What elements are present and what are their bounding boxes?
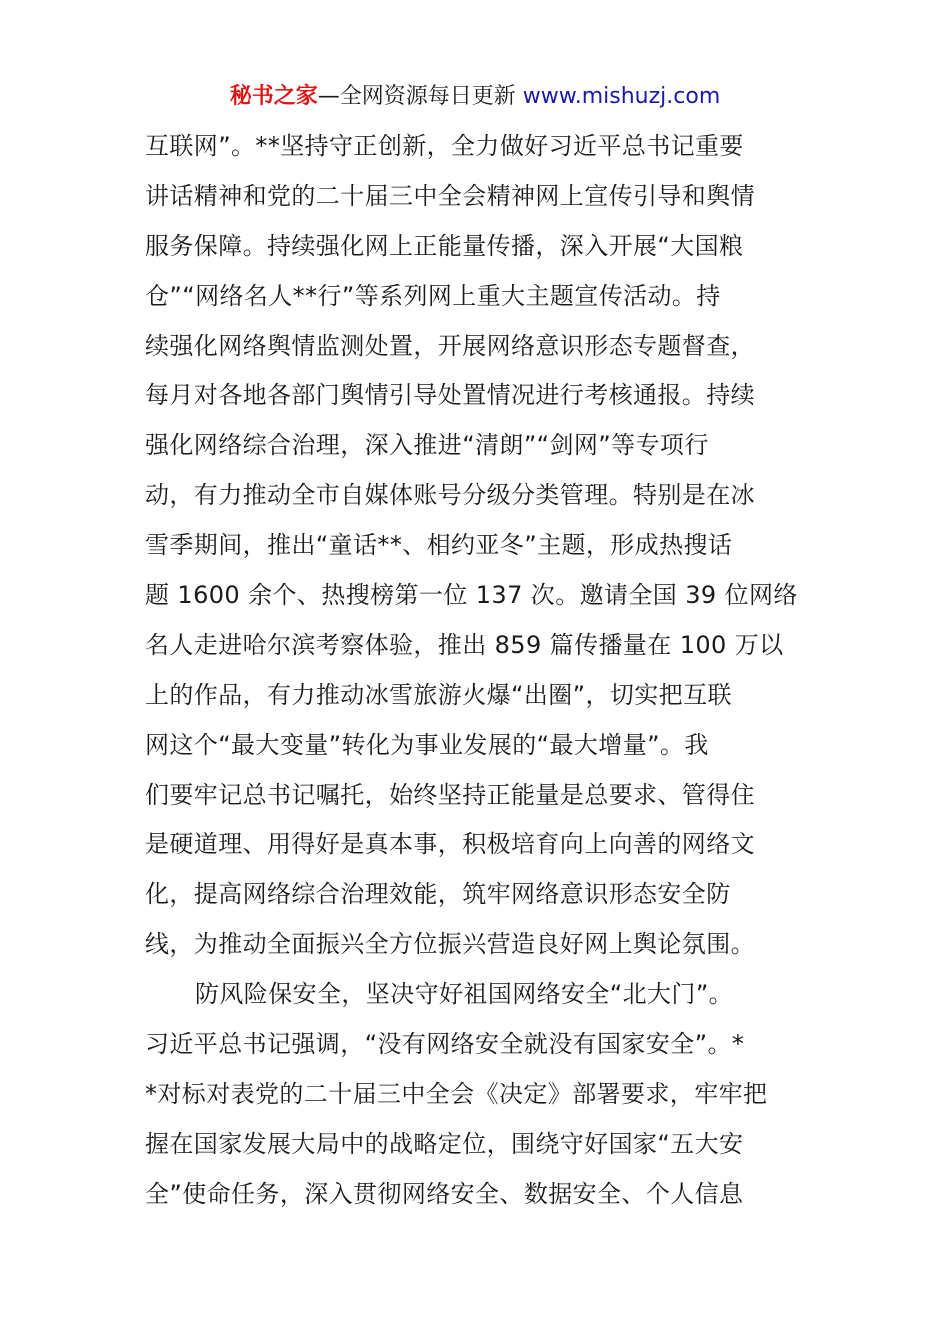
text-line: 动，有力推动全市自媒体账号分级分类管理。特别是在冰 (145, 481, 755, 510)
site-banner (0, 82, 950, 112)
text-line: 题 1600 余个、热搜榜第一位 137 次。邀请全国 39 位网络 (145, 581, 798, 610)
text-line: *对标对表党的二十届三中全会《决定》部署要求，牢牢把 (145, 1079, 768, 1108)
text-line: 握在国家发展大局中的战略定位，围绕守好国家“五大安 (145, 1129, 744, 1158)
brand-name: 秘书之家 (229, 84, 318, 109)
text-line: 网这个“最大变量”转化为事业发展的“最大增量”。我 (145, 730, 709, 759)
text-line: 续强化网络舆情监测处置，开展网络意识形态专题督查， (145, 331, 755, 360)
text-line: 互联网”。**坚持守正创新，全力做好习近平总书记重要 (145, 132, 744, 160)
text-line: 化，提高网络综合治理效能，筑牢网络意识形态安全防 (145, 880, 731, 909)
text-line: 上的作品，有力推动冰雪旅游火爆“出圈”，切实把互联 (145, 680, 732, 709)
text-line: 讲话精神和党的二十届三中全会精神网上宣传引导和舆情 (145, 181, 755, 210)
text-line: 仓”“网络名人**行”等系列网上重大主题宣传活动。持 (145, 281, 721, 310)
document-body (145, 122, 807, 1220)
text-line: 服务保障。持续强化网上正能量传播，深入开展“大国粮 (145, 231, 744, 260)
text-line: 全”使命任务，深入贯彻网络安全、数据安全、个人信息 (145, 1179, 744, 1208)
banner-tagline: —全网资源每日更新 (317, 84, 523, 109)
text-line: 是硬道理、用得好是真本事，积极培育向上向善的网络文 (145, 830, 755, 859)
text-line: 习近平总书记强调，“没有网络安全就没有国家安全”。* (145, 1030, 745, 1059)
site-url[interactable]: www.mishuzj.com (522, 84, 721, 109)
text-line: 名人走进哈尔滨考察体验，推出 859 篇传播量在 100 万以 (145, 630, 784, 659)
text-line: 线，为推动全面振兴全方位振兴营造良好网上舆论氛围。 (145, 930, 755, 959)
text-line: 雪季期间，推出“童话**、相约亚冬”主题，形成热搜话 (145, 531, 733, 560)
text-line: 们要牢记总书记嘱托，始终坚持正能量是总要求、管得住 (145, 780, 755, 809)
text-line: 强化网络综合治理，深入推进“清朗”“剑网”等专项行 (145, 431, 709, 460)
text-line: 每月对各地各部门舆情引导处置情况进行考核通报。持续 (145, 381, 755, 410)
paragraph-start-line: 防风险保安全，坚决守好祖国网络安全“北大门”。 (195, 980, 734, 1009)
